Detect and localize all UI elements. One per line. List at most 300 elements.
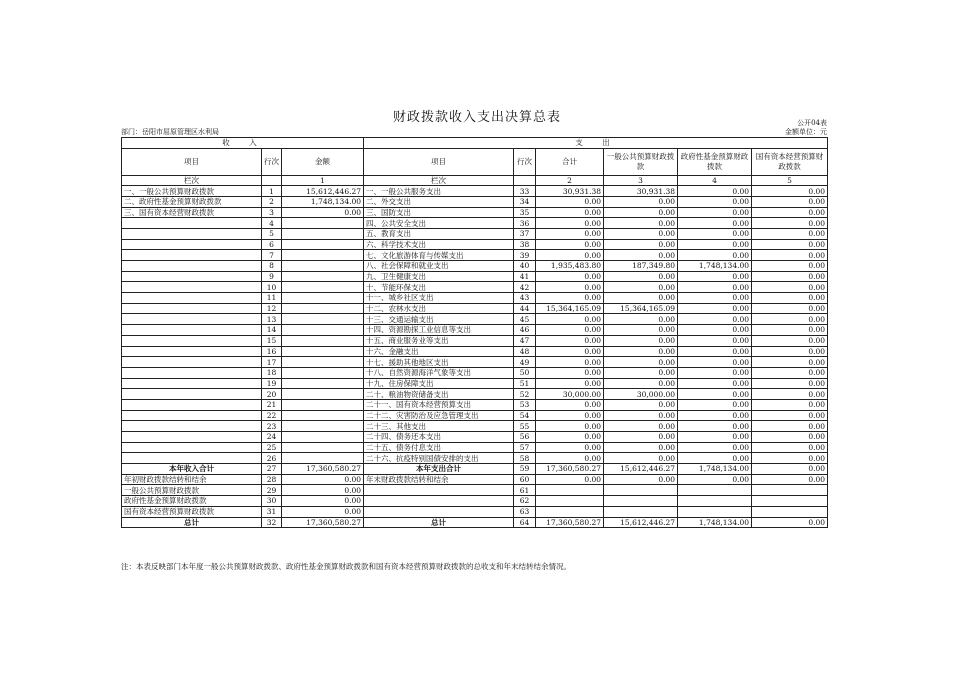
expense-general-budget: 0.00	[604, 453, 678, 464]
expense-state-capital: 0.00	[752, 207, 828, 218]
expense-general-budget: 0.00	[604, 207, 678, 218]
expense-total: 0.00	[536, 271, 604, 282]
expense-row-no: 49	[514, 357, 536, 368]
expense-gov-fund: 0.00	[678, 293, 752, 304]
income-item	[122, 314, 262, 325]
expense-state-capital: 0.00	[752, 378, 828, 389]
income-amount	[282, 303, 364, 314]
grand-total-row	[122, 517, 828, 528]
expense-row-no: 36	[514, 218, 536, 229]
empty-cell	[678, 485, 752, 496]
ending-balance-total: 0.00	[536, 474, 604, 485]
expense-state-capital: 0.00	[752, 303, 828, 314]
expense-gov-fund: 0.00	[678, 325, 752, 336]
ending-balance-general: 0.00	[604, 474, 678, 485]
expense-total: 30,000.00	[536, 389, 604, 400]
income-amount	[282, 389, 364, 400]
income-row-no: 20	[262, 389, 282, 400]
section-income-header: 收 入	[122, 138, 364, 149]
expense-gov-fund: 0.00	[678, 410, 752, 421]
expense-gov-fund: 0.00	[678, 442, 752, 453]
income-total-amount: 17,360,580.27	[282, 464, 364, 475]
expense-row-no: 56	[514, 432, 536, 443]
income-item	[122, 432, 262, 443]
income-row-no: 10	[262, 282, 282, 293]
income-row-no: 11	[262, 293, 282, 304]
income-row-no: 17	[262, 357, 282, 368]
empty-cell	[604, 496, 678, 507]
expense-state-capital: 0.00	[752, 271, 828, 282]
expense-gov-fund: 0.00	[678, 314, 752, 325]
income-row-no: 21	[262, 399, 282, 410]
income-item	[122, 271, 262, 282]
grand-expense-general: 15,612,446.27	[604, 517, 678, 528]
grand-expense-capital: 0.00	[752, 517, 828, 528]
expense-total-general: 15,612,446.27	[604, 464, 678, 475]
table-row	[122, 271, 828, 282]
expense-total: 0.00	[536, 314, 604, 325]
ending-balance-capital: 0.00	[752, 474, 828, 485]
expense-item: 十九、住房保障支出	[364, 378, 514, 389]
income-row-no: 16	[262, 346, 282, 357]
empty-cell	[678, 496, 752, 507]
income-row-no: 19	[262, 378, 282, 389]
expense-state-capital: 0.00	[752, 399, 828, 410]
expense-row-no: 42	[514, 282, 536, 293]
col-index-5: 5	[752, 175, 828, 186]
table-row	[122, 207, 828, 218]
expense-state-capital: 0.00	[752, 367, 828, 378]
expense-total: 0.00	[536, 335, 604, 346]
expense-gov-fund: 0.00	[678, 228, 752, 239]
table-row	[122, 399, 828, 410]
income-item	[122, 378, 262, 389]
expense-state-capital: 0.00	[752, 325, 828, 336]
income-amount	[282, 325, 364, 336]
expense-gov-fund: 0.00	[678, 303, 752, 314]
expense-general-budget: 0.00	[604, 432, 678, 443]
col-header-state-capital: 国有资本经营预算财政拨款	[752, 148, 828, 175]
expense-item: 十八、自然资源海洋气象等支出	[364, 367, 514, 378]
expense-row-no: 41	[514, 271, 536, 282]
sub-row-expense-no: 62	[514, 496, 536, 507]
expense-general-budget: 187,349.80	[604, 261, 678, 272]
col-header-item2: 项目	[364, 148, 514, 175]
expense-gov-fund: 0.00	[678, 218, 752, 229]
col-index-label: 栏次	[122, 175, 262, 186]
expense-general-budget: 0.00	[604, 346, 678, 357]
empty-cell	[536, 485, 604, 496]
income-row-no: 2	[262, 196, 282, 207]
expense-item: 十五、商业服务业等支出	[364, 335, 514, 346]
expense-item: 十、节能环保支出	[364, 282, 514, 293]
sub-row-expense-no: 61	[514, 485, 536, 496]
col-index-4: 4	[678, 175, 752, 186]
expense-item: 十三、交通运输支出	[364, 314, 514, 325]
expense-row-no: 35	[514, 207, 536, 218]
col-index-3: 3	[604, 175, 678, 186]
form-number: 公开04表	[797, 119, 827, 127]
income-item	[122, 335, 262, 346]
empty-cell	[752, 496, 828, 507]
carryover-sub-row	[122, 485, 828, 496]
expense-gov-fund: 0.00	[678, 357, 752, 368]
col-index-label2: 栏次	[364, 175, 514, 186]
expense-total-capital: 0.00	[752, 464, 828, 475]
table-row	[122, 250, 828, 261]
expense-total-label: 本年支出合计	[364, 464, 514, 475]
income-row-no: 4	[262, 218, 282, 229]
col-header-row-no: 行次	[262, 148, 282, 175]
col-index-1: 1	[282, 175, 364, 186]
income-amount	[282, 282, 364, 293]
expense-item: 二十六、抗疫特别国债安排的支出	[364, 453, 514, 464]
ending-balance-row-no: 60	[514, 474, 536, 485]
income-amount	[282, 271, 364, 282]
expense-row-no: 54	[514, 410, 536, 421]
expense-total-row-no: 59	[514, 464, 536, 475]
expense-row-no: 37	[514, 228, 536, 239]
expense-row-no: 38	[514, 239, 536, 250]
expense-state-capital: 0.00	[752, 314, 828, 325]
income-item	[122, 421, 262, 432]
table-row	[122, 453, 828, 464]
expense-general-budget: 0.00	[604, 335, 678, 346]
expense-item: 六、科学技术支出	[364, 239, 514, 250]
expense-item: 二十五、债务付息支出	[364, 442, 514, 453]
income-row-no: 9	[262, 271, 282, 282]
income-item	[122, 293, 262, 304]
table-row	[122, 325, 828, 336]
expense-state-capital: 0.00	[752, 228, 828, 239]
income-item	[122, 410, 262, 421]
expense-total: 30,931.38	[536, 186, 604, 197]
expense-item: 十六、金融支出	[364, 346, 514, 357]
table-row	[122, 293, 828, 304]
expense-general-budget: 0.00	[604, 293, 678, 304]
col-header-total: 合计	[536, 148, 604, 175]
table-row	[122, 196, 828, 207]
expense-state-capital: 0.00	[752, 239, 828, 250]
expense-general-budget: 30,000.00	[604, 389, 678, 400]
income-item: 二、政府性基金预算财政拨款	[122, 196, 262, 207]
grand-income-label: 总计	[122, 517, 262, 528]
expense-total: 0.00	[536, 399, 604, 410]
expense-row-no: 40	[514, 261, 536, 272]
expense-total: 0.00	[536, 346, 604, 357]
income-item	[122, 346, 262, 357]
empty-cell	[364, 496, 514, 507]
income-total-row-no: 27	[262, 464, 282, 475]
expense-state-capital: 0.00	[752, 335, 828, 346]
table-row	[122, 314, 828, 325]
expense-general-budget: 0.00	[604, 271, 678, 282]
expense-state-capital: 0.00	[752, 293, 828, 304]
income-amount	[282, 432, 364, 443]
sub-row-no: 31	[262, 506, 282, 517]
income-amount	[282, 367, 364, 378]
income-amount	[282, 250, 364, 261]
expense-gov-fund: 0.00	[678, 282, 752, 293]
income-amount	[282, 293, 364, 304]
income-row-no: 5	[262, 228, 282, 239]
sub-row-label: 国有资本经营预算财政拨款	[122, 506, 262, 517]
table-row	[122, 261, 828, 272]
income-amount: 15,612,446.27	[282, 186, 364, 197]
expense-general-budget: 0.00	[604, 442, 678, 453]
income-row-no: 8	[262, 261, 282, 272]
income-item	[122, 239, 262, 250]
carryover-row	[122, 474, 828, 485]
income-amount: 1,748,134.00	[282, 196, 364, 207]
sub-row-no: 29	[262, 485, 282, 496]
expense-row-no: 45	[514, 314, 536, 325]
expense-row-no: 48	[514, 346, 536, 357]
grand-income-row-no: 32	[262, 517, 282, 528]
income-amount	[282, 346, 364, 357]
income-item: 三、国有资本经营财政拨款	[122, 207, 262, 218]
income-item: 一、一般公共预算财政拨款	[122, 186, 262, 197]
expense-total: 0.00	[536, 410, 604, 421]
income-item	[122, 453, 262, 464]
ending-balance-fund: 0.00	[678, 474, 752, 485]
expense-row-no: 43	[514, 293, 536, 304]
expense-total: 0.00	[536, 367, 604, 378]
expense-total: 0.00	[536, 378, 604, 389]
expense-state-capital: 0.00	[752, 282, 828, 293]
expense-total: 0.00	[536, 282, 604, 293]
grand-expense-total: 17,360,580.27	[536, 517, 604, 528]
expense-total: 0.00	[536, 421, 604, 432]
expense-total: 1,935,483.80	[536, 261, 604, 272]
col-header-row-no2: 行次	[514, 148, 536, 175]
income-item	[122, 282, 262, 293]
expense-state-capital: 0.00	[752, 357, 828, 368]
col-header-item: 项目	[122, 148, 262, 175]
expense-gov-fund: 0.00	[678, 207, 752, 218]
empty-cell	[678, 506, 752, 517]
expense-row-no: 47	[514, 335, 536, 346]
income-amount: 0.00	[282, 207, 364, 218]
expense-state-capital: 0.00	[752, 410, 828, 421]
table-row	[122, 239, 828, 250]
income-item	[122, 367, 262, 378]
amount-unit: 金额单位：元	[785, 128, 827, 136]
expense-item: 二十四、债务还本支出	[364, 432, 514, 443]
income-amount	[282, 357, 364, 368]
grand-expense-fund: 1,748,134.00	[678, 517, 752, 528]
table-row	[122, 432, 828, 443]
income-item	[122, 325, 262, 336]
income-item	[122, 228, 262, 239]
income-amount	[282, 453, 364, 464]
expense-total-total: 17,360,580.27	[536, 464, 604, 475]
expense-total: 0.00	[536, 218, 604, 229]
expense-row-no: 34	[514, 196, 536, 207]
income-item	[122, 442, 262, 453]
expense-gov-fund: 0.00	[678, 432, 752, 443]
expense-row-no: 46	[514, 325, 536, 336]
expense-row-no: 52	[514, 389, 536, 400]
expense-total: 0.00	[536, 357, 604, 368]
expense-item: 五、教育支出	[364, 228, 514, 239]
income-row-no: 23	[262, 421, 282, 432]
expense-general-budget: 0.00	[604, 325, 678, 336]
empty-cell	[364, 506, 514, 517]
expense-gov-fund: 0.00	[678, 378, 752, 389]
table-row	[122, 389, 828, 400]
expense-gov-fund: 0.00	[678, 271, 752, 282]
section-expense-header: 支 出	[364, 138, 828, 149]
income-row-no: 12	[262, 303, 282, 314]
table-row	[122, 421, 828, 432]
budget-summary-table	[121, 137, 828, 528]
carryover-sub-row	[122, 506, 828, 517]
expense-gov-fund: 0.00	[678, 453, 752, 464]
income-row-no: 13	[262, 314, 282, 325]
table-row	[122, 335, 828, 346]
expense-item: 二十二、灾害防治及应急管理支出	[364, 410, 514, 421]
empty-cell	[536, 496, 604, 507]
expense-state-capital: 0.00	[752, 453, 828, 464]
expense-total: 15,364,165.09	[536, 303, 604, 314]
income-amount	[282, 239, 364, 250]
income-row-no: 3	[262, 207, 282, 218]
col-index-2: 2	[536, 175, 604, 186]
expense-gov-fund: 0.00	[678, 399, 752, 410]
expense-row-no: 55	[514, 421, 536, 432]
beginning-balance-row-no: 28	[262, 474, 282, 485]
sub-row-label: 政府性基金预算财政拨款	[122, 496, 262, 507]
expense-item: 十一、城乡社区支出	[364, 293, 514, 304]
income-amount	[282, 410, 364, 421]
table-row	[122, 282, 828, 293]
expense-general-budget: 0.00	[604, 367, 678, 378]
totals-row	[122, 464, 828, 475]
expense-general-budget: 0.00	[604, 314, 678, 325]
expense-general-budget: 0.00	[604, 218, 678, 229]
empty-cell	[752, 485, 828, 496]
col-header-general-budget: 一般公共预算财政拨款	[604, 148, 678, 175]
sub-row-amount: 0.00	[282, 506, 364, 517]
income-row-no: 6	[262, 239, 282, 250]
empty-cell	[364, 485, 514, 496]
expense-general-budget: 0.00	[604, 421, 678, 432]
expense-row-no: 53	[514, 399, 536, 410]
expense-total: 0.00	[536, 228, 604, 239]
income-row-no: 26	[262, 453, 282, 464]
expense-total: 0.00	[536, 239, 604, 250]
expense-gov-fund: 0.00	[678, 389, 752, 400]
sub-row-amount: 0.00	[282, 496, 364, 507]
table-row	[122, 218, 828, 229]
table-row	[122, 410, 828, 421]
expense-item: 八、社会保障和就业支出	[364, 261, 514, 272]
expense-row-no: 51	[514, 378, 536, 389]
expense-state-capital: 0.00	[752, 261, 828, 272]
expense-row-no: 39	[514, 250, 536, 261]
expense-general-budget: 30,931.38	[604, 186, 678, 197]
expense-item: 十四、资源勘探工业信息等支出	[364, 325, 514, 336]
expense-item: 七、文化旅游体育与传媒支出	[364, 250, 514, 261]
table-row	[122, 378, 828, 389]
table-row	[122, 357, 828, 368]
expense-state-capital: 0.00	[752, 389, 828, 400]
income-item	[122, 250, 262, 261]
expense-general-budget: 0.00	[604, 378, 678, 389]
income-amount	[282, 421, 364, 432]
income-row-no: 22	[262, 410, 282, 421]
expense-row-no: 33	[514, 186, 536, 197]
expense-gov-fund: 0.00	[678, 335, 752, 346]
expense-general-budget: 0.00	[604, 196, 678, 207]
expense-total: 0.00	[536, 196, 604, 207]
income-row-no: 14	[262, 325, 282, 336]
expense-total: 0.00	[536, 442, 604, 453]
grand-expense-row-no: 64	[514, 517, 536, 528]
income-amount	[282, 218, 364, 229]
income-row-no: 7	[262, 250, 282, 261]
expense-state-capital: 0.00	[752, 442, 828, 453]
expense-state-capital: 0.00	[752, 186, 828, 197]
income-row-no: 1	[262, 186, 282, 197]
expense-item: 二、外交支出	[364, 196, 514, 207]
empty-cell	[604, 485, 678, 496]
carryover-sub-row	[122, 496, 828, 507]
grand-expense-label: 总计	[364, 517, 514, 528]
expense-row-no: 44	[514, 303, 536, 314]
expense-state-capital: 0.00	[752, 218, 828, 229]
expense-state-capital: 0.00	[752, 250, 828, 261]
empty-cell	[536, 506, 604, 517]
expense-general-budget: 15,364,165.09	[604, 303, 678, 314]
expense-item: 十二、农林水支出	[364, 303, 514, 314]
expense-general-budget: 0.00	[604, 410, 678, 421]
expense-item: 二十三、其他支出	[364, 421, 514, 432]
income-item	[122, 218, 262, 229]
expense-general-budget: 0.00	[604, 357, 678, 368]
expense-total-fund: 1,748,134.00	[678, 464, 752, 475]
expense-general-budget: 0.00	[604, 228, 678, 239]
expense-total: 0.00	[536, 250, 604, 261]
sub-row-label: 一般公共预算财政拨款	[122, 485, 262, 496]
expense-total: 0.00	[536, 207, 604, 218]
expense-gov-fund: 1,748,134.00	[678, 261, 752, 272]
income-amount	[282, 335, 364, 346]
expense-total: 0.00	[536, 325, 604, 336]
beginning-balance-label: 年初财政拨款结转和结余	[122, 474, 262, 485]
income-amount	[282, 378, 364, 389]
expense-state-capital: 0.00	[752, 432, 828, 443]
expense-row-no: 50	[514, 367, 536, 378]
table-row	[122, 346, 828, 357]
expense-state-capital: 0.00	[752, 421, 828, 432]
income-amount	[282, 399, 364, 410]
expense-general-budget: 0.00	[604, 239, 678, 250]
income-total-label: 本年收入合计	[122, 464, 262, 475]
expense-item: 一、一般公共服务支出	[364, 186, 514, 197]
income-item	[122, 399, 262, 410]
income-item	[122, 389, 262, 400]
expense-gov-fund: 0.00	[678, 186, 752, 197]
expense-row-no: 58	[514, 453, 536, 464]
expense-total: 0.00	[536, 453, 604, 464]
expense-gov-fund: 0.00	[678, 239, 752, 250]
sub-row-expense-no: 63	[514, 506, 536, 517]
expense-general-budget: 0.00	[604, 282, 678, 293]
expense-gov-fund: 0.00	[678, 196, 752, 207]
expense-item: 二十一、国有资本经营预算支出	[364, 399, 514, 410]
